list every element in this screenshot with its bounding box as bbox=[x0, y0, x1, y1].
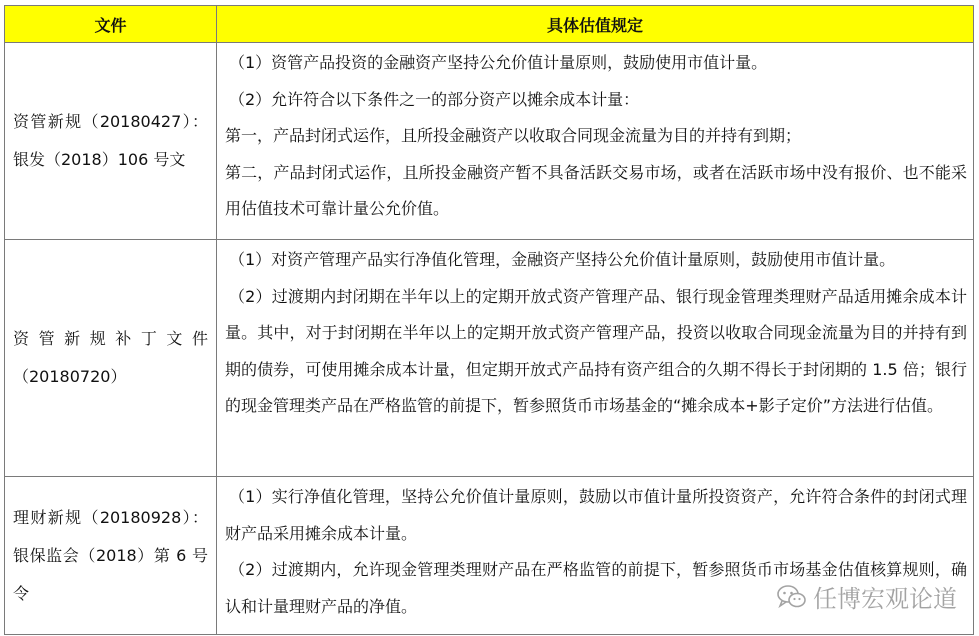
rule-paragraph: （1）实行净值化管理，坚持公允价值计量原则，鼓励以市值计量所投资资产，允许符合条件的封闭式理财产品采用摊余成本计量。 bbox=[225, 487, 967, 543]
rule-paragraph: 第一，产品封闭式运作，且所投金融资产以收取合同现金流量为目的并持有到期； bbox=[225, 126, 802, 145]
valuation-rules-table bbox=[4, 5, 974, 635]
table-header-row bbox=[5, 6, 974, 43]
rule-paragraph: （2）过渡期内封闭期在半年以上的定期开放式资产管理产品、银行现金管理类理财产品适用摊余成本计量。其中，对于封闭期在半年以上的定期开放式资产管理产品，投资以收取合同现金流量为目的并持有到期的债券，可使用摊余成本计量，但定期开放式产品持有资产组合的久期不得长于封闭期的 1.5 倍；银行的现金管理类产品在严格监管的前提下，暂参照货币市场基金的“摊余成本+影子定价”方法进行估值。 bbox=[225, 286, 967, 415]
rule-paragraph: （2）允许符合以下条件之一的部分资产以摊余成本计量： bbox=[229, 89, 640, 109]
table-row bbox=[5, 240, 974, 477]
file-name-cell: 资管新规（20180427）：银发（2018）106 号文 bbox=[5, 43, 217, 240]
rule-paragraph: （1）对资产管理产品实行净值化管理，金融资产坚持公允价值计量原则，鼓励使用市值计量。 bbox=[229, 250, 896, 269]
rule-cell bbox=[217, 240, 974, 477]
header-file: 文件 bbox=[5, 6, 217, 43]
table-row bbox=[5, 43, 974, 240]
watermark bbox=[777, 579, 957, 614]
rule-paragraph: 第二，产品封闭式运作，且所投金融资产暂不具备活跃交易市场，或者在活跃市场中没有报价、也不能采用估值技术可靠计量公允价值。 bbox=[225, 162, 967, 218]
wechat-icon bbox=[777, 584, 807, 610]
watermark-text: 任博宏观论道 bbox=[813, 585, 957, 613]
rule-paragraph: （1）资管产品投资的金融资产坚持公允价值计量原则，鼓励使用市值计量。 bbox=[229, 53, 768, 72]
header-rule: 具体估值规定 bbox=[217, 6, 974, 43]
file-name-cell: 资管新规补丁文件（20180720） bbox=[5, 240, 217, 477]
rule-paragraph: （2）过渡期内，允许现金管理类理财产品在严格监管的前提下，暂参照货币市场基金估值核算规则，确认和计量理财产品的净值。 bbox=[225, 560, 967, 616]
file-name-cell: 理财新规（20180928）：银保监会（2018）第 6 号令 bbox=[5, 477, 217, 635]
rule-cell bbox=[217, 43, 974, 240]
